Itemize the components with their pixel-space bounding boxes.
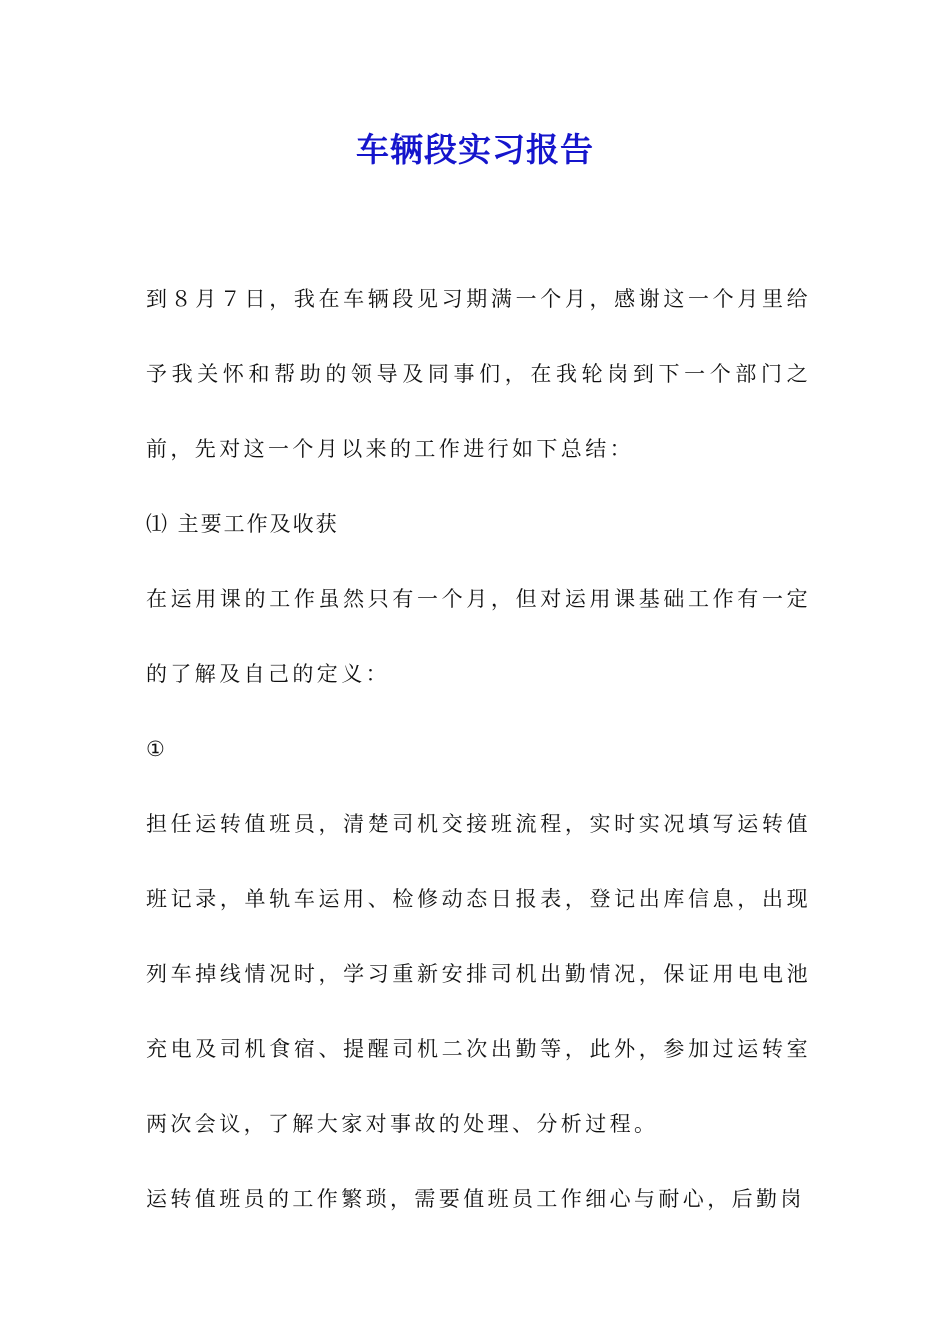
- section-heading-main-work: ⑴ 主要工作及收获: [146, 512, 339, 536]
- paragraph-operations-course: 在运用课的工作虽然只有一个月，但对运用课基础工作有一定的了解及自己的定义：: [146, 587, 811, 686]
- document-title: 车辆段实习报告: [356, 130, 594, 169]
- list-marker-circled-one: ①: [146, 737, 169, 761]
- paragraph-duty-officer: 担任运转值班员，清楚司机交接班流程，实时实况填写运转值班记录，单轨车运用、检修动态日报表，登记出库信息，出现列车掉线情况时，学习重新安排司机出勤情况，保证用电电池充电及司机食宿、提醒司机二次出勤等，此外，参加过运转室两次会议，了解大家对事故的处理、分析过程。: [146, 812, 811, 1136]
- paragraph-duty-reflection: 运转值班员的工作繁琐，需要值班员工作细心与耐心，后勤岗: [146, 1187, 805, 1211]
- document-body: [146, 262, 811, 1237]
- paragraph-intro: 到８月７日，我在车辆段见习期满一个月，感谢这一个月里给予我关怀和帮助的领导及同事们，在我轮岗到下一个部门之前，先对这一个月以来的工作进行如下总结：: [146, 287, 811, 461]
